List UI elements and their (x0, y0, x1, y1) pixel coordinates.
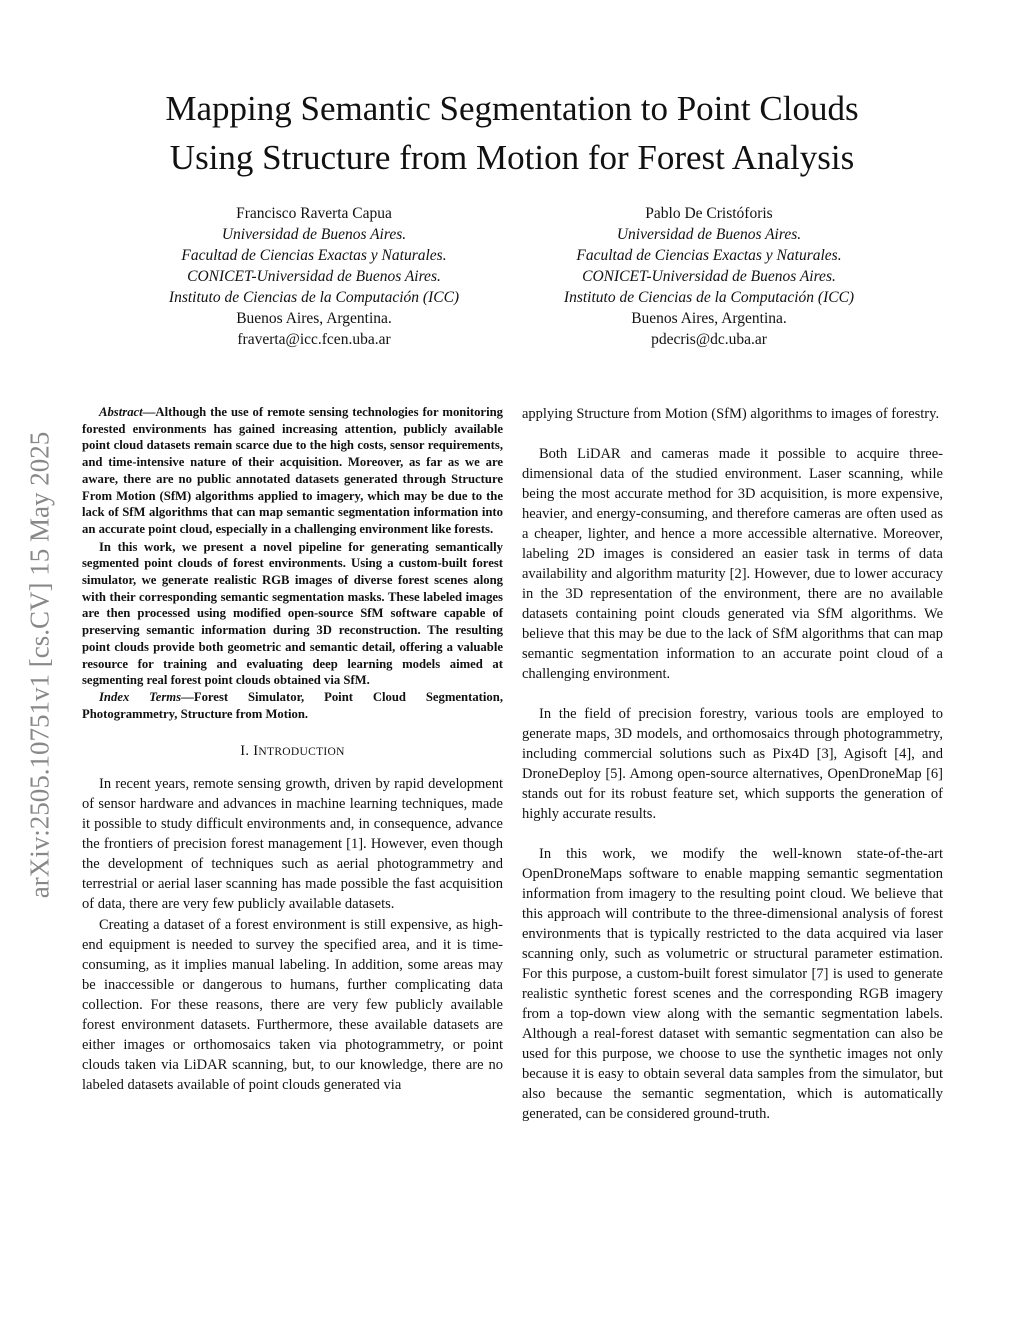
author-affiliation: CONICET-Universidad de Buenos Aires. (187, 268, 441, 285)
author-location: Buenos Aires, Argentina. (236, 310, 392, 327)
author-affiliation: Instituto de Ciencias de la Computación (ICC) (168, 289, 460, 306)
intro-paragraph-4: In the field of precision forestry, various tools are employed to generate maps, 3D models, and orthomosaics through photogrammetry, including commercial solutions such as Pix4D [3], Agisoft [4], and DroneDeploy [5]. Among open-source alternatives, OpenDroneMap [6] stands out for its robust feature set, which supports the generation of highly accurate results. (522, 706, 943, 822)
section-number: I. (240, 743, 250, 760)
paper-title (0, 84, 1024, 182)
arxiv-stamp: arXiv:2505.10751v1 [cs.CV] 15 May 2025 (24, 431, 55, 899)
intro-paragraph-2-continued: applying Structure from Motion (SfM) algorithms to images of forestry. (522, 406, 940, 422)
index-terms (82, 689, 503, 722)
index-terms-label: Index Terms (99, 689, 182, 704)
intro-paragraph-3: Both LiDAR and cameras made it possible to acquire three-dimensional data of the studied environment. Laser scanning, while being the most accurate method for 3D acquisition, is more expensive, heavier, and energy-consuming, and therefore cameras are often used as a cheaper, lighter, and hence a more accessible alternative. Moreover, labeling 2D images is considered an easier task in terms of data availability and algorithm maturity [2]. However, due to lower accuracy in the 3D representation of the environment, there are no available datasets containing point clouds generated via SfM algorithms. We believe that this may be due to the lack of SfM algorithms that can map semantic segmentation information to an accurate point cloud of a challenging environment. (522, 446, 943, 682)
author-affiliation: CONICET-Universidad de Buenos Aires. (582, 268, 836, 285)
author-block-1 (114, 203, 514, 350)
author-affiliation: Universidad de Buenos Aires. (221, 226, 407, 243)
author-affiliation: Instituto de Ciencias de la Computación (ICC) (563, 289, 855, 306)
title-line-1: Mapping Semantic Segmentation to Point Clouds (165, 89, 859, 128)
abstract-text-1: Although the use of remote sensing technologies for monitoring forested environments has gained increasing attention, publicly available point cloud datasets remain scarce due to the high costs, sensor requirements, and time-intensive nature of their acquisition. Moreover, as far as we are aware, there are no public annotated datasets generated through Structure From Motion (SfM) algorithms applied to imagery, which may be due to the lack of SfM algorithms that can map semantic segmentation information into an accurate point cloud, especially in a challenging environment like forests. (82, 405, 503, 536)
author-affiliation: Facultad de Ciencias Exactas y Naturales. (181, 247, 447, 264)
author-email: pdecris@dc.uba.ar (651, 331, 767, 348)
left-column (82, 404, 503, 1095)
abstract-paragraph-2: In this work, we present a novel pipeline for generating semantically segmented point clouds of forest environments. Using a custom-built forest simulator, we generate realistic RGB images of diverse forest scenes along with their corresponding semantic segmentation masks. These labeled images are then processed using modified open-source SfM software capable of preserving semantic information during 3D reconstruction. The resulting point clouds provide both geometric and semantic detail, offering a valuable resource for training and evaluating deep learning models aimed at segmenting real forest point clouds obtained via SfM. (82, 539, 503, 688)
author-affiliation: Facultad de Ciencias Exactas y Naturales. (576, 247, 842, 264)
intro-paragraph-5: In this work, we modify the well-known state-of-the-art OpenDroneMaps software to enable mapping semantic segmentation information from imagery to the resulting point cloud. We believe that this approach will contribute to the three-dimensional analysis of forest environments that is typically restricted to the data acquired via laser scanning only, such as volumetric or structural parameter estimation. For this purpose, a custom-built forest simulator [7] is used to generate realistic synthetic forest scenes and the corresponding RGB imagery from a top-down view along with the semantic segmentation labels. Although a real-forest dataset with semantic segmentation can also be used for this purpose, we choose to use the synthetic images not only because it is easy to obtain several data samples from the simulator, but also because the semantic segmentation, which is automatically generated, can be considered ground-truth. (522, 846, 943, 1122)
abstract-label: Abstract— (99, 405, 156, 419)
index-terms-text: —Forest Simulator, Point Cloud Segmentation, Photogrammetry, Structure from Motion. (82, 689, 503, 721)
author-name: Francisco Raverta Capua (236, 205, 392, 222)
right-column (522, 404, 943, 1144)
abstract-paragraph-1 (82, 404, 503, 538)
title-line-2: Using Structure from Motion for Forest Analysis (169, 138, 855, 177)
author-name: Pablo De Cristóforis (645, 205, 773, 222)
author-email: fraverta@icc.fcen.uba.ar (237, 331, 391, 348)
author-block-2 (509, 203, 909, 350)
section-heading (82, 741, 503, 762)
section-title-rest: NTRODUCTION (258, 746, 345, 759)
intro-paragraph-1: In recent years, remote sensing growth, driven by rapid development of sensor hardware and advances in machine learning techniques, made it possible to study difficult environments and, in consequence, advance the frontiers of precision forest management [1]. However, even though the development of techniques such as aerial photogrammetry and terrestrial or aerial laser scanning has made possible the fast acquisition of data, there are very few publicly available datasets. (82, 776, 503, 913)
author-affiliation: Universidad de Buenos Aires. (616, 226, 802, 243)
section-title-initial: I (253, 743, 259, 760)
author-location: Buenos Aires, Argentina. (631, 310, 787, 327)
intro-paragraph-2: Creating a dataset of a forest environment is still expensive, as high-end equipment is needed to survey the specified area, and it is time-consuming, as it implies manual labeling. In addition, some areas may be inaccessible or dangerous to humans, further complicating data collection. For these reasons, there are very few publicly available forest environment datasets. Furthermore, these available datasets are either images or orthomosaics taken via photogrammetry, or point clouds taken via LiDAR scanning, but, to our knowledge, there are no labeled datasets available of point clouds generated via (82, 917, 503, 1094)
